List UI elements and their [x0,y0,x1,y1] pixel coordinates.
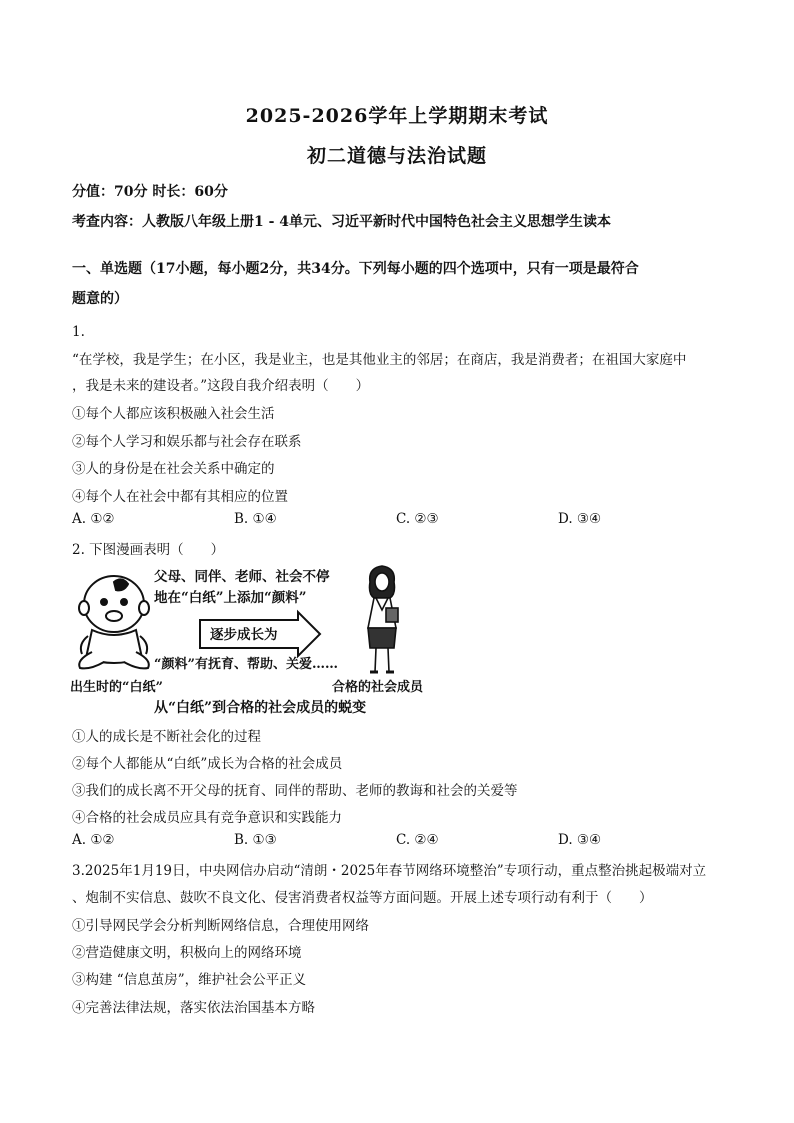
cartoon-top-text-line2: 地在“白纸”上添加“颜料” [154,590,307,606]
q1-option-b[interactable]: B. ①④ [234,511,277,527]
adult-woman-illustration [368,566,398,672]
section-heading-line1: 一、单选题（17小题，每小题2分，共34分。下列每小题的四个选项中，只有一项是最符合 [72,261,639,277]
cartoon-bottom-text: “颜料”有抚育、帮助、关爱…… [154,657,338,672]
q1-number: 1. [72,324,85,340]
q2-item-4: ④合格的社会成员应具有竞争意识和实践能力 [72,810,342,826]
q1-stem-line2: ，我是未来的建设者。”这段自我介绍表明（ ） [72,378,370,394]
q1-item-4: ④每个人在社会中都有其相应的位置 [72,489,288,505]
exam-subtitle: 初二道德与法治试题 [306,145,487,167]
q2-item-3: ③我们的成长离不开父母的抚育、同伴的帮助、老师的教诲和社会的关爱等 [72,783,518,799]
section-heading-line2: 题意的） [72,291,128,307]
q2-option-b[interactable]: B. ①③ [234,832,277,848]
q1-item-1: ①每个人都应该积极融入社会生活 [72,406,275,422]
q2-stem: 2. 下图漫画表明（ ） [72,542,225,558]
q1-stem-line1: “在学校，我是学生；在小区，我是业主，也是其他业主的邻居；在商店，我是消费者；在祖国大家庭中 [72,352,687,368]
q2-item-2: ②每个人都能从“白纸”成长为合格的社会成员 [72,756,343,772]
q3-item-4: ④完善法律法规，落实依法治国基本方略 [72,1000,315,1016]
q2-option-d[interactable]: D. ③④ [558,832,602,848]
q3-stem-line2: 、炮制不实信息、鼓吹不良文化、侵害消费者权益等方面问题。开展上述专项行动有利于（ ） [72,890,653,906]
q2-option-a[interactable]: A. ①② [72,832,115,848]
q1-option-d[interactable]: D. ③④ [558,511,602,527]
exam-title: 2025-2026学年上学期期末考试 [245,105,549,127]
cartoon-top-text-line1: 父母、同伴、老师、社会不停 [154,569,330,585]
cartoon-right-label: 合格的社会成员 [332,680,424,695]
q1-item-3: ③人的身份是在社会关系中确定的 [72,461,275,477]
score-time: 分值：70分 时长：60分 [72,184,228,200]
baby-illustration [79,576,149,668]
cartoon-left-label: 出生时的“白纸” [70,680,163,695]
exam-scope: 考查内容：人教版八年级上册1 - 4单元、习近平新时代中国特色社会主义思想学生读本 [72,214,612,230]
q2-item-1: ①人的成长是不断社会化的过程 [72,729,261,745]
q2-option-c[interactable]: C. ②④ [396,832,439,848]
q3-item-2: ②营造健康文明，积极向上的网络环境 [72,945,302,961]
q3-item-3: ③构建 “信息茧房”，维护社会公平正义 [72,972,307,988]
q1-option-a[interactable]: A. ①② [72,511,115,527]
q1-item-2: ②每个人学习和娱乐都与社会存在联系 [72,434,302,450]
q3-stem-line1: 3.2025年1月19日，中央网信办启动“清朗・2025年春节网络环境整治”专项行动，重点整治挑起极端对立 [72,863,707,879]
cartoon-caption: 从“白纸”到合格的社会成员的蜕变 [154,700,367,716]
cartoon-figure [70,562,450,718]
q1-option-c[interactable]: C. ②③ [396,511,439,527]
q3-item-1: ①引导网民学会分析判断网络信息，合理使用网络 [72,918,369,934]
cartoon-arrow-text: 逐步成长为 [210,627,278,643]
